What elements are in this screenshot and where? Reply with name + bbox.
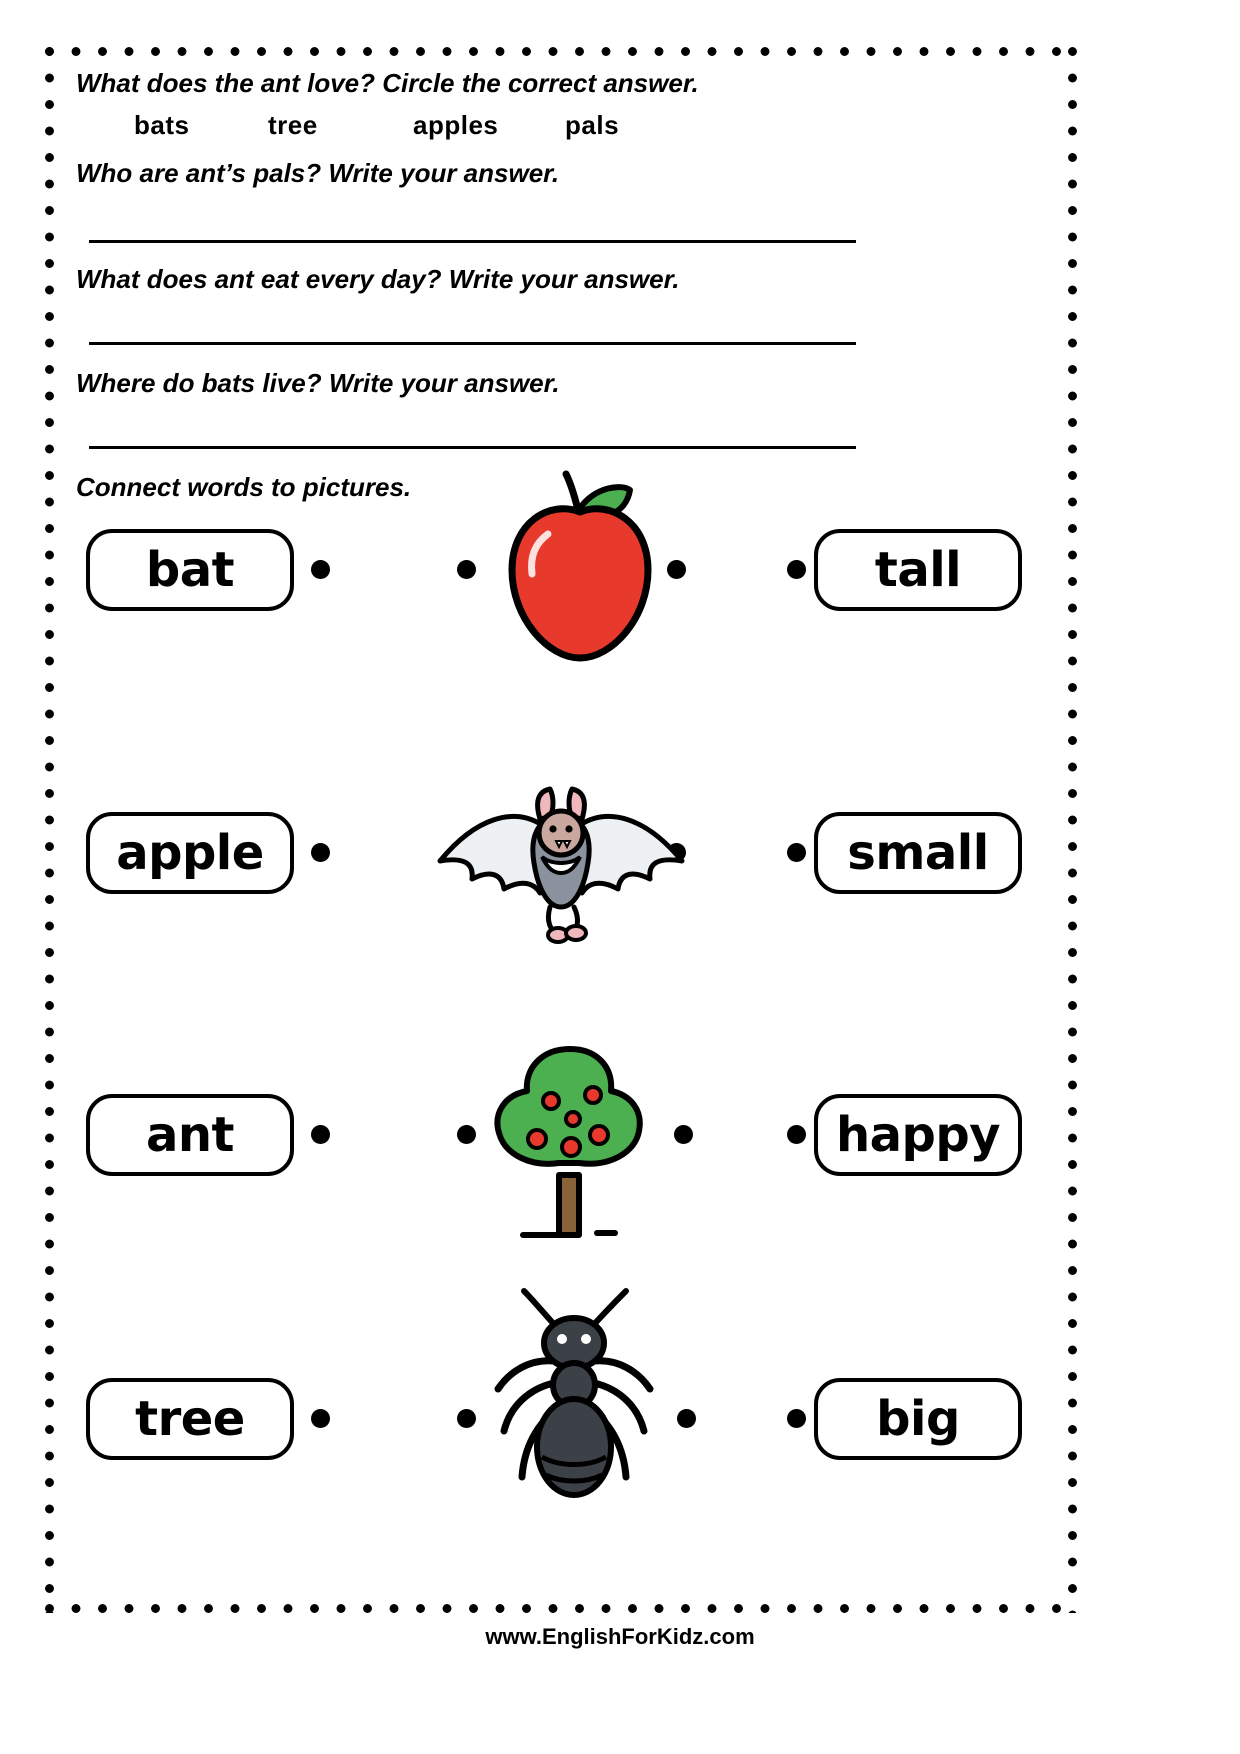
dotted-border-top [45,47,1077,56]
word-pill-ant[interactable]: ant [86,1094,294,1176]
word-pill-big[interactable]: big [814,1378,1022,1460]
choice-pals[interactable]: pals [565,110,620,140]
question-4 [76,368,560,399]
question-2 [76,158,559,189]
bat-illustration [430,783,692,948]
connect-node-picture-left-4[interactable] [457,1409,476,1428]
connect-node-right-1[interactable] [787,560,806,579]
tree-illustration [475,1035,665,1250]
choice-tree[interactable]: tree [268,110,318,140]
question-3 [76,264,680,295]
connect-node-left-2[interactable] [311,843,330,862]
question-4-prompt: Where do bats live? Write your answer. [76,368,560,398]
connect-node-picture-left-1[interactable] [457,560,476,579]
word-pill-bat[interactable]: bat [86,529,294,611]
word-pill-tall[interactable]: tall [814,529,1022,611]
dotted-border-bottom [45,1604,1077,1613]
choice-bats[interactable]: bats [134,110,190,140]
question-1 [76,68,699,99]
ant-illustration [480,1285,670,1515]
question-2-prompt: Who are ant’s pals? Write your answer. [76,158,560,188]
answer-line-4[interactable] [89,446,856,449]
word-pill-happy[interactable]: happy [814,1094,1022,1176]
word-pill-tree[interactable]: tree [86,1378,294,1460]
connect-instruction: Connect words to pictures. [76,472,412,502]
connect-node-picture-right-4[interactable] [677,1409,696,1428]
connect-node-picture-left-3[interactable] [457,1125,476,1144]
connect-node-right-2[interactable] [787,843,806,862]
connect-node-picture-right-3[interactable] [674,1125,693,1144]
question-1-choices [134,110,694,141]
connect-node-right-4[interactable] [787,1409,806,1428]
word-pill-small[interactable]: small [814,812,1022,894]
word-pill-apple[interactable]: apple [86,812,294,894]
dotted-border-left [45,47,54,1613]
connect-node-left-4[interactable] [311,1409,330,1428]
connect-node-right-3[interactable] [787,1125,806,1144]
answer-line-3[interactable] [89,342,856,345]
choice-apples[interactable]: apples [413,110,499,140]
answer-line-2[interactable] [89,240,856,243]
question-3-prompt: What does ant eat every day? Write your answer. [76,264,680,294]
question-1-prompt: What does the ant love? Circle the correct answer. [76,68,699,98]
dotted-border-right [1068,47,1077,1613]
apple-illustration [490,470,670,665]
connect-node-left-3[interactable] [311,1125,330,1144]
connect-node-left-1[interactable] [311,560,330,579]
footer-url[interactable]: www.EnglishForKidz.com [485,1624,755,1649]
